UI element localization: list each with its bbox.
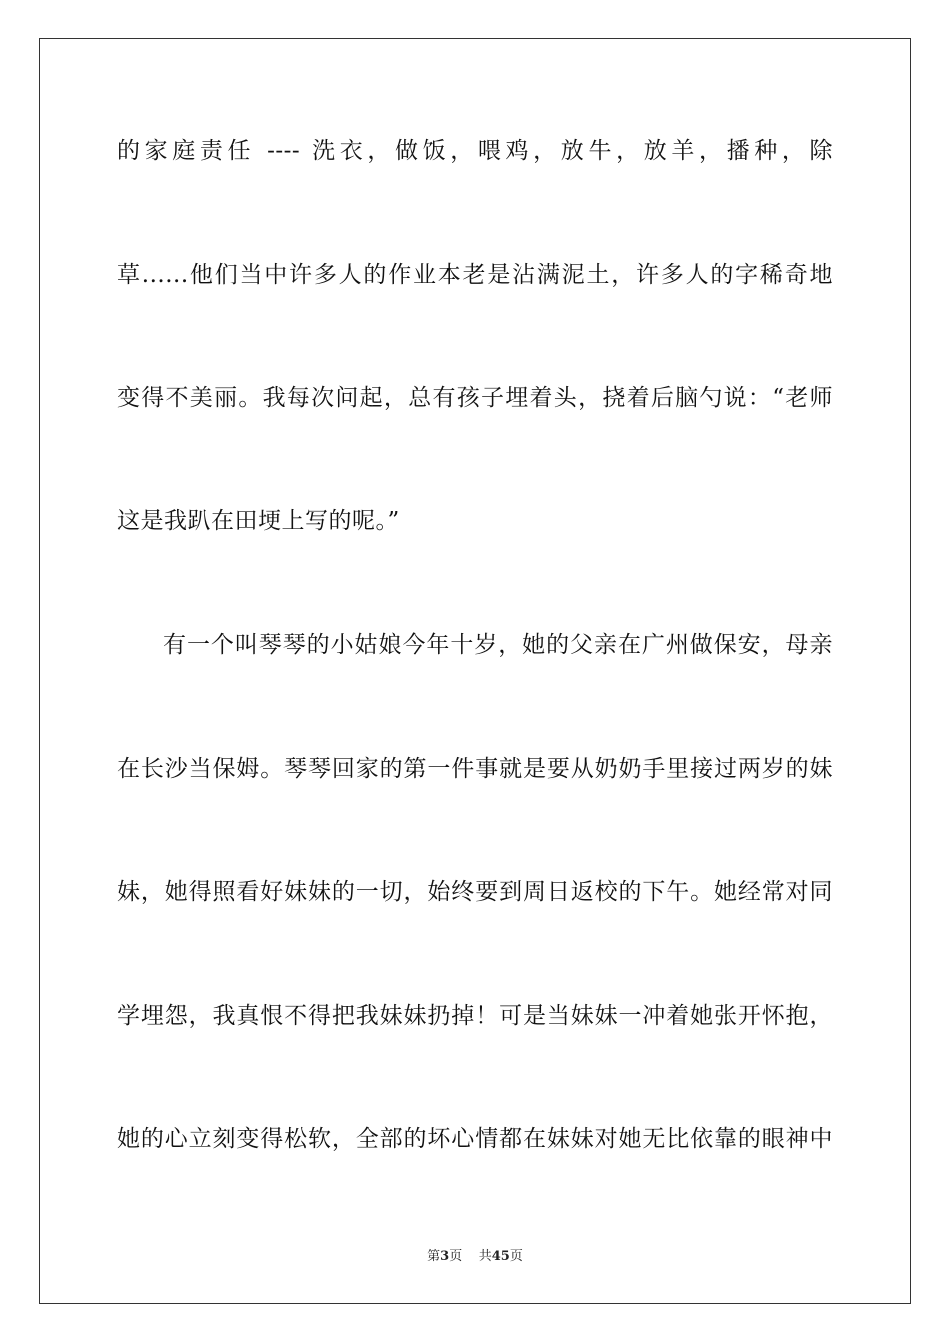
- text-line-1: 的家庭责任 ---- 洗衣，做饭，喂鸡，放牛，放羊，播种，除: [117, 138, 833, 164]
- text-line-8: 学埋怨，我真恨不得把我妹妹扔掉！可是当妹妹一冲着她张开怀抱，: [117, 1003, 833, 1029]
- page-footer: [0, 1248, 950, 1266]
- text-line-5: 有一个叫琴琴的小姑娘今年十岁，她的父亲在广州做保安，母亲: [163, 632, 833, 658]
- text-line-4: 这是我趴在田埂上写的呢。”: [117, 508, 400, 534]
- page-suffix: 页: [449, 1249, 463, 1264]
- page-number: 3: [440, 1249, 450, 1264]
- total-suffix: 页: [509, 1249, 523, 1264]
- total-prefix: 共: [478, 1249, 492, 1264]
- page-border: [39, 38, 911, 1304]
- total-pages: 45: [491, 1249, 510, 1264]
- text-line-2: 草......他们当中许多人的作业本老是沾满泥土，许多人的字稀奇地: [117, 262, 833, 288]
- text-line-3: 变得不美丽。我每次问起，总有孩子埋着头，挠着后脑勺说：“老师: [117, 385, 833, 411]
- text-line-9: 她的心立刻变得松软，全部的坏心情都在妹妹对她无比依靠的眼神中: [117, 1126, 833, 1152]
- page-prefix: 第: [427, 1249, 441, 1264]
- text-line-6: 在长沙当保姆。琴琴回家的第一件事就是要从奶奶手里接过两岁的妹: [117, 756, 833, 782]
- text-line-7: 妹，她得照看好妹妹的一切，始终要到周日返校的下午。她经常对同: [117, 879, 833, 905]
